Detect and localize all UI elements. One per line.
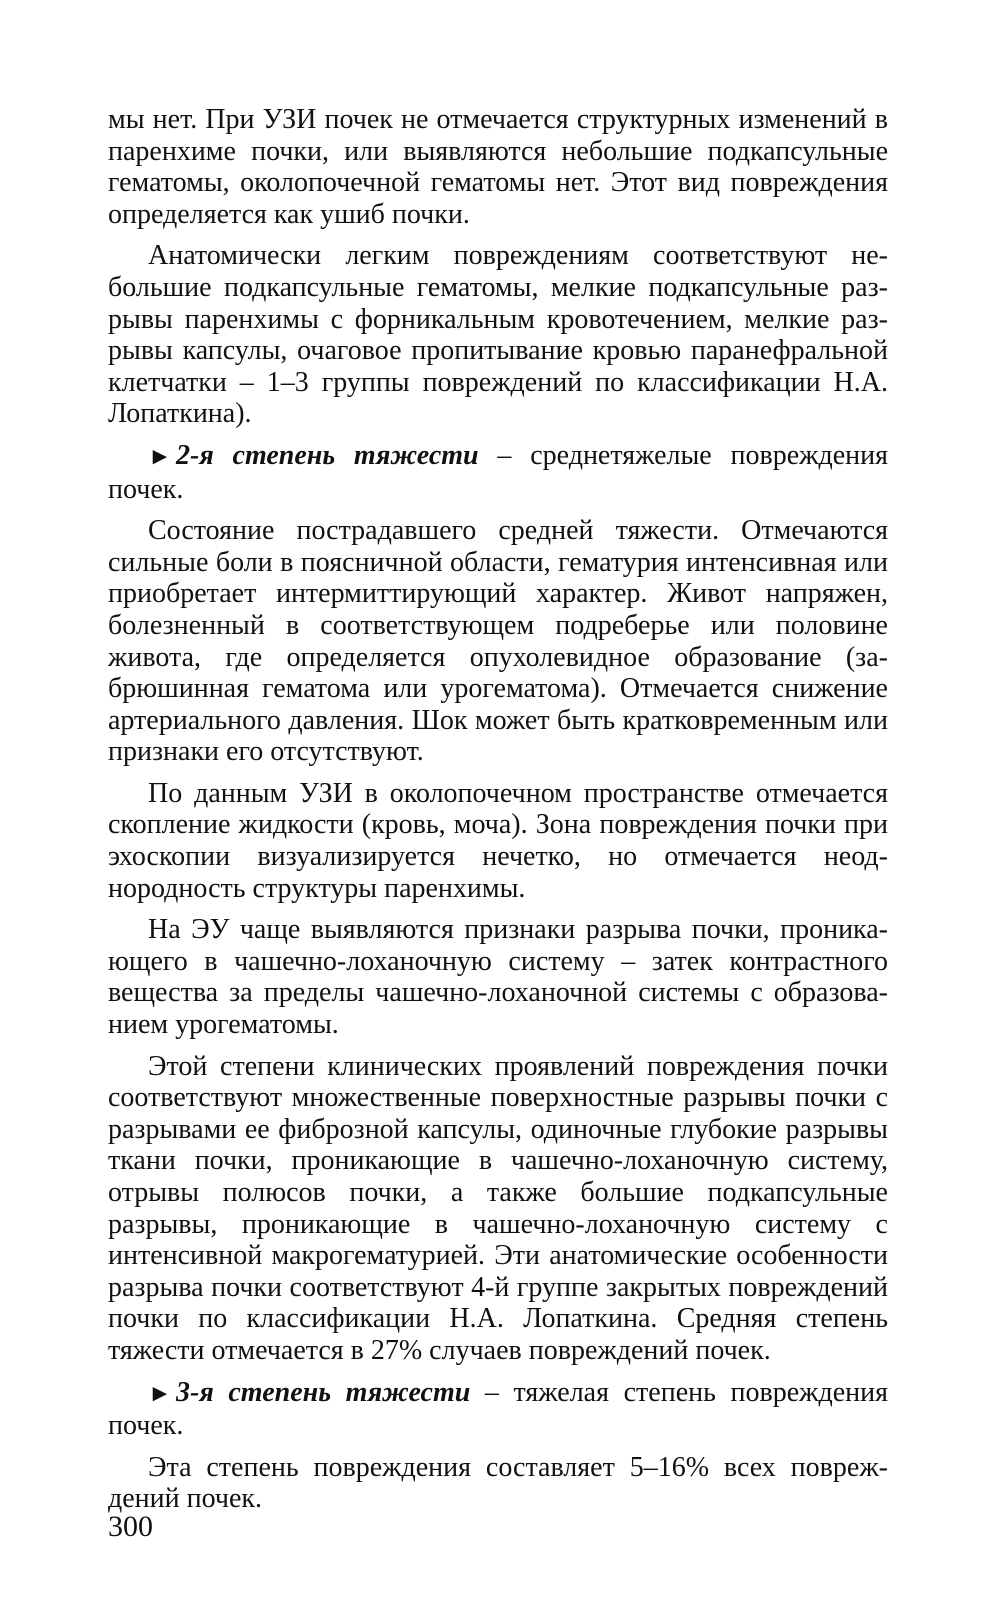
degree-3-title: 3-я степень тяжести <box>176 1376 471 1408</box>
paragraph-kidney-contusion: мы нет. При УЗИ почек не отмечается структурных изменений в паренхиме почки, или выявляются небольшие подкапсульные гематомы, околопочечной гематомы нет. Этот вид повреждения определяется как ушиб почки. <box>108 104 888 230</box>
triangle-marker-icon: ► <box>148 443 172 470</box>
degree-3-heading <box>108 1377 888 1442</box>
paragraph-mild-injuries: Анатомически легким повреждениям соответствуют небольшие подкапсульные гематомы, мелкие подкапсульные разрывы паренхимы с форникальным кровотечением, мелкие разрывы капсулы, очаговое пропитывание кровью паранефральной клетчатки – 1–3 группы повреждений по классификации Н.А. Лопаткина). <box>108 240 888 430</box>
degree-2-text: – среднетяжелые повреждения почек. <box>108 439 889 505</box>
page-body <box>108 104 888 1515</box>
page-number: 300 <box>108 1510 153 1543</box>
paragraph-excretory-urography: На ЭУ чаще выявляются признаки разрыва почки, проникающего в чашечно-лоханочную систему – затек контрастного вещества за пределы чашечно-лоханочной системы с образованием урогематомы. <box>108 914 888 1041</box>
paragraph-anatomical-features: Этой степени клинических проявлений повреждения почки соответствуют множественные поверхностные разрывы почки с разрывами ее фиброзной капсулы, одиночные глубокие разрывы ткани почки, проникающие в чашечно-лоханочную систему, отрывы полюсов почки, а также большие подкапсульные разрывы, проникающие в чашечно-лоханочную систему с интенсивной макрогематурией. Эти анатомические особенности разрыва почки соответствуют 4-й группе закрытых повреждений почки по классификации Н.А. Лопаткина. Средняя степень тяжести отмечается в 27% случаев повреждений почек. <box>108 1050 888 1366</box>
paragraph-patient-condition: Состояние пострадавшего средней тяжести. Отмечаются сильные боли в поясничной области, гематурия интенсивная или приобретает интермиттирующий характер. Живот напряжен, болезненный в соответствующем подреберье или половине живота, где определяется опухолевидное образование (забрюшинная гематома или урогематома). Отмечается снижение артериального давления. Шок может быть кратковременным или признаки его отсутствуют. <box>108 515 888 768</box>
degree-2-title: 2-я степень тяжести <box>176 439 479 471</box>
degree-2-heading <box>108 440 888 505</box>
paragraph-degree-3-frequency: Эта степень повреждения составляет 5–16% всех повреждений почек. <box>108 1451 888 1515</box>
degree-3-text: – тяжелая степень повреждения почек. <box>108 1376 889 1442</box>
paragraph-ultrasound: По данным УЗИ в околопочечном пространстве отмечается скопление жидкости (кровь, моча). Зона повреждения почки при эхоскопии визуализируется нечетко, но отмечается неоднородность структуры паренхимы. <box>108 777 888 904</box>
triangle-marker-icon: ► <box>148 1380 172 1407</box>
